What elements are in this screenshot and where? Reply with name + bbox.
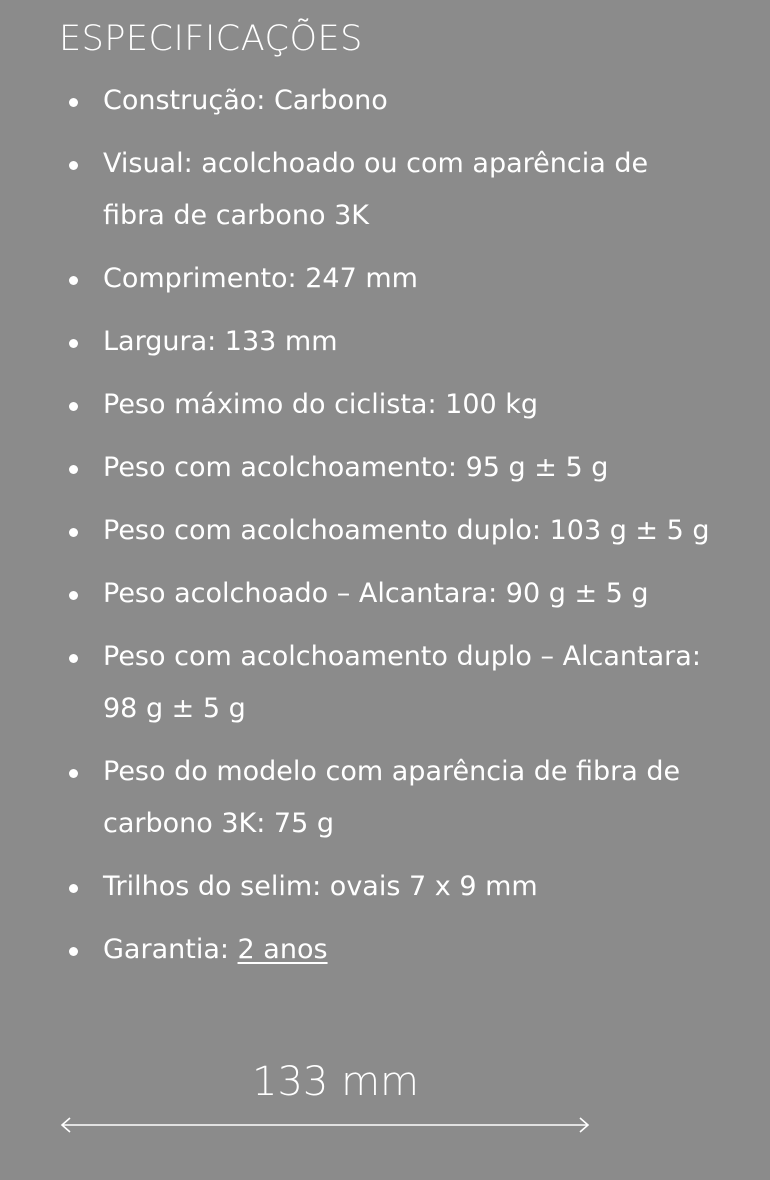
bullet-icon — [69, 769, 78, 778]
bullet-icon — [69, 591, 78, 600]
double-arrow-icon — [58, 1113, 592, 1137]
spec-item-weight-double-padded — [0, 505, 770, 557]
spec-text: Peso com acolchoamento: 95 g ± 5 g — [103, 452, 609, 483]
bullet-icon — [69, 339, 78, 348]
spec-text: Construção: Carbono — [103, 85, 388, 116]
bullet-icon — [69, 654, 78, 663]
section-title: ESPECIFICAÇÕES — [59, 19, 363, 59]
spec-text: Visual: acolchoado ou com aparência de fibra de carbono 3K — [103, 148, 649, 231]
spec-text: Comprimento: 247 mm — [103, 263, 418, 294]
warranty-link[interactable]: 2 anos — [237, 934, 328, 965]
bullet-icon — [69, 402, 78, 411]
spec-item-weight-alcantara — [0, 568, 770, 620]
spec-text: Peso do modelo com aparência de fibra de carbono 3K: 75 g — [103, 756, 681, 839]
spec-item-weight-carbon-look — [0, 746, 770, 850]
spec-item-construction — [0, 75, 770, 127]
bullet-icon — [69, 465, 78, 474]
spec-text: Peso acolchoado – Alcantara: 90 g ± 5 g — [103, 578, 649, 609]
spec-item-weight-padded — [0, 442, 770, 494]
spec-text: Peso com acolchoamento duplo: 103 g ± 5 g — [103, 515, 710, 546]
bullet-icon — [69, 528, 78, 537]
spec-item-weight-double-alcantara — [0, 631, 770, 735]
bullet-icon — [69, 884, 78, 893]
spec-item-visual — [0, 138, 770, 242]
bullet-icon — [69, 947, 78, 956]
spec-text: Peso com acolchoamento duplo – Alcantara: 98 g ± 5 g — [103, 641, 701, 724]
spec-item-width — [0, 316, 770, 368]
spec-text: Peso máximo do ciclista: 100 kg — [103, 389, 539, 420]
bullet-icon — [69, 98, 78, 107]
spec-list — [0, 75, 770, 987]
spec-text: Trilhos do selim: ovais 7 x 9 mm — [103, 871, 538, 902]
spec-text: Largura: 133 mm — [103, 326, 338, 357]
spec-item-length — [0, 253, 770, 305]
warranty-label: Garantia: — [103, 934, 238, 965]
bullet-icon — [69, 161, 78, 170]
spec-item-saddle-rails — [0, 861, 770, 913]
spec-item-max-rider-weight — [0, 379, 770, 431]
spec-item-warranty — [0, 924, 770, 976]
dimension-label: 133 mm — [252, 1059, 419, 1105]
bullet-icon — [69, 276, 78, 285]
